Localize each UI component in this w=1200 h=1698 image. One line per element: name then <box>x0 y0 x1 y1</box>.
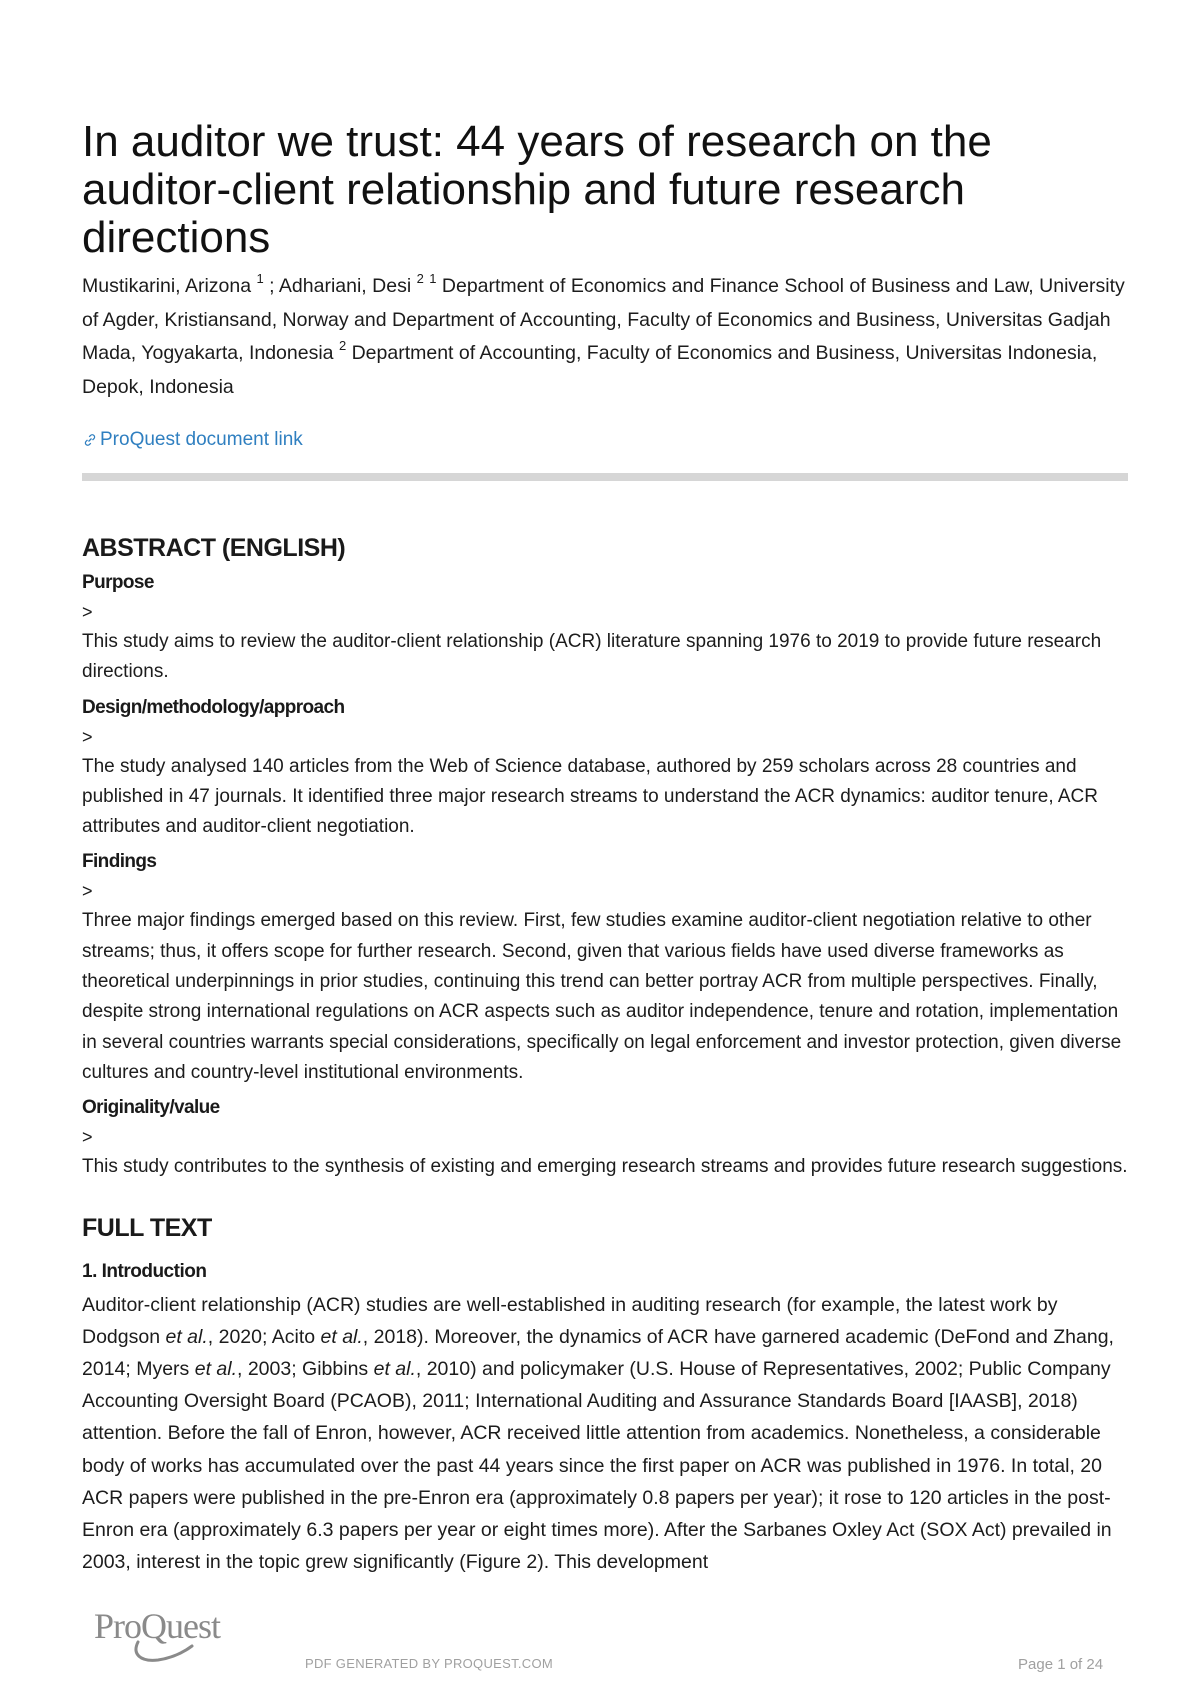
link-icon <box>82 432 98 448</box>
link-label[interactable]: ProQuest document link <box>100 429 303 450</box>
intro-etal-2: et al. <box>320 1325 363 1348</box>
abstract-heading: ABSTRACT (ENGLISH) <box>82 534 346 562</box>
intro-text-4: , 2003; Gibbins <box>237 1357 374 1380</box>
design-text: The study analysed 140 articles from the Web of Science database, authored by 259 scholars across 28 countries and published in 47 journals. It identified three major research streams to understand the ACR dynamics: auditor tenure, ACR attributes and auditor-client negotiation. <box>82 755 1098 838</box>
author-2: Adhariani, Desi <box>278 275 412 297</box>
full-text-heading: FULL TEXT <box>82 1213 212 1242</box>
purpose-marker: > <box>82 602 93 622</box>
design-heading: Design/methodology/approach <box>82 696 345 718</box>
author-1: Mustikarini, Arizona <box>82 275 252 297</box>
proquest-logo <box>92 1600 242 1670</box>
affiliation-2: Department of Accounting, Faculty of Economics and Business, Universitas Indonesia, Depok, Indonesia <box>82 342 1098 398</box>
affiliation-2-superscript: 2 <box>338 337 347 353</box>
page-footer <box>0 1600 1200 1698</box>
author-separator: ; <box>263 275 279 297</box>
intro-text-2: , 2020; Acito <box>207 1325 321 1348</box>
page-number: Page 1 of 24 <box>1018 1656 1104 1673</box>
originality-heading: Originality/value <box>82 1097 220 1119</box>
originality-text: This study contributes to the synthesis of existing and emerging research streams and provides future research suggestions. <box>82 1156 1128 1178</box>
introduction-paragraph <box>82 1289 1128 1579</box>
intro-text-3: , 2018). Moreover, the dynamics of ACR have garnered academic (DeFond and Zhang, 2014; Myers <box>82 1325 1114 1380</box>
proquest-document-link[interactable] <box>82 429 1128 451</box>
introduction-heading: 1. Introduction <box>82 1260 207 1282</box>
purpose-heading: Purpose <box>82 572 154 593</box>
findings-heading: Findings <box>82 851 157 873</box>
intro-text-5: , 2010) and policymaker (U.S. House of Representatives, 2002; Public Company Accounting Oversight Board (PCAOB), 2011; International Auditing and Assurance Standards Board [IAASB], 2018) attention. Before the fall of Enron, however, ACR received little attention from academics. Nonetheless, a considerable body of works has accumulated over the past 44 years since the first paper on ACR was published in 1976. In total, 20 ACR papers were published in the pre-Enron era (approximately 0.8 papers per year); it rose to 120 articles in the post-Enron era (approximately 6.3 papers per year or eight times more). After the Sarbanes Oxley Act (SOX Act) prevailed in 2003, interest in the topic grew significantly (Figure 2). This development <box>82 1357 1112 1574</box>
design-marker: > <box>82 726 93 747</box>
intro-etal-1: et al. <box>165 1325 208 1348</box>
generated-by-label: PDF GENERATED BY PROQUEST.COM <box>305 1656 554 1671</box>
originality-marker: > <box>82 1127 93 1148</box>
intro-text-1: Auditor-client relationship (ACR) studies are well-established in auditing research (for example, the latest work by Dodgson <box>82 1293 1058 1348</box>
document-title: In auditor we trust: 44 years of research on the auditor-client relationship and future research directions <box>82 117 992 262</box>
logo-text: ProQuest <box>94 1606 220 1646</box>
document-page <box>82 118 1128 1578</box>
intro-etal-3: et al. <box>194 1357 237 1380</box>
author-2-superscript: 2 <box>416 270 424 286</box>
intro-etal-4: et al. <box>373 1357 416 1380</box>
author-1-superscript: 1 <box>256 270 264 286</box>
affiliation-1: Department of Economics and Finance School of Business and Law, University of Agder, Kristiansand, Norway and Department of Accounting, Faculty of Economics and Business, Universitas Gadjah Mada, Yogyakarta, Indonesia <box>82 275 1125 364</box>
purpose-text: This study aims to review the auditor-client relationship (ACR) literature spanning 1976 to 2019 to provide future research directions. <box>82 631 1102 683</box>
findings-text: Three major findings emerged based on this review. First, few studies examine auditor-client negotiation relative to other streams; thus, it offers scope for further research. Second, given that various fields have used diverse frameworks as theoretical underpinnings in prior studies, continuing this trend can better portray ACR from multiple perspectives. Finally, despite strong international regulations on ACR aspects such as auditor independence, tenure and rotation, implementation in several countries warrants special considerations, specifically on legal enforcement and investor protection, given diverse cultures and country-level institutional environments. <box>82 910 1122 1083</box>
findings-marker: > <box>82 881 93 902</box>
divider <box>82 473 1128 481</box>
author-affiliations <box>82 270 1128 404</box>
affiliation-1-superscript: 1 <box>429 270 437 286</box>
